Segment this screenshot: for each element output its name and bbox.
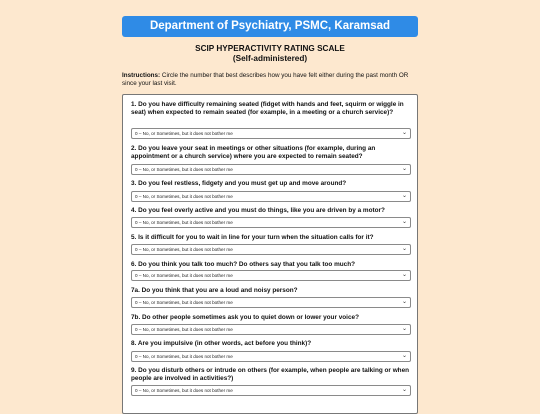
answer-select-5[interactable] (131, 244, 411, 255)
chevron-down-icon: ⌄ (401, 272, 407, 278)
answer-select-8-value: 0 – No, or Sometimes, but it does not bother me (135, 354, 233, 359)
answer-select-9[interactable] (131, 385, 411, 396)
chevron-down-icon: ⌄ (401, 246, 407, 252)
department-banner: Department of Psychiatry, PSMC, Karamsad (122, 16, 418, 37)
answer-select-5-value: 0 – No, or Sometimes, but it does not bother me (135, 247, 233, 252)
answer-select-3-value: 0 – No, or Sometimes, but it does not bother me (135, 194, 233, 199)
question-7a: 7a. Do you think that you are a loud and noisy person? (131, 287, 298, 294)
answer-select-7a[interactable] (131, 297, 411, 308)
answer-select-9-value: 0 – No, or Sometimes, but it does not bother me (135, 388, 233, 393)
answer-select-6-value: 0 – No, or Sometimes, but it does not bother me (135, 273, 233, 278)
chevron-down-icon: ⌄ (401, 130, 407, 136)
chevron-down-icon: ⌄ (401, 387, 407, 393)
questionnaire-form (122, 94, 418, 414)
question-4: 4. Do you feel overly active and you must do things, like you are driven by a motor? (131, 207, 385, 214)
answer-select-8[interactable] (131, 351, 411, 362)
chevron-down-icon: ⌄ (401, 193, 407, 199)
question-2: 2. Do you leave your seat in meetings or other situations (for example, during an appointment or a church service) where you are expected to remain seated? (131, 145, 376, 160)
chevron-down-icon: ⌄ (401, 219, 407, 225)
page-title: SCIP HYPERACTIVITY RATING SCALE (195, 44, 345, 53)
answer-select-7a-value: 0 – No, or Sometimes, but it does not bother me (135, 300, 233, 305)
question-7b: 7b. Do other people sometimes ask you to quiet down or lower your voice? (131, 314, 359, 321)
answer-select-4[interactable] (131, 217, 411, 228)
answer-select-4-value: 0 – No, or Sometimes, but it does not bother me (135, 220, 233, 225)
instructions-label: Instructions: (122, 72, 161, 79)
instructions-text: Circle the number that best describes how you have felt either during the past month OR since your last visit. (122, 72, 409, 88)
chevron-down-icon: ⌄ (401, 353, 407, 359)
answer-select-2[interactable] (131, 164, 411, 175)
answer-select-3[interactable] (131, 191, 411, 202)
question-9: 9. Do you disturb others or intrude on others (for example, when people are talking or when people are involved in activities?) (131, 367, 410, 382)
instructions (122, 72, 422, 89)
answer-select-6[interactable] (131, 270, 411, 281)
question-8: 8. Are you impulsive (in other words, act before you think)? (131, 340, 312, 347)
answer-select-7b[interactable] (131, 324, 411, 335)
page-subtitle: (Self-administered) (232, 54, 308, 63)
question-1: 1. Do you have difficulty remaining seated (fidget with hands and feet, squirm or wiggle in seat) when expected to remain seated (for example, in a meeting or a church service)? (131, 101, 404, 116)
answer-select-1-value: 0 – No, or Sometimes, but it does not bother me (135, 131, 233, 136)
answer-select-1[interactable] (131, 128, 411, 139)
question-3: 3. Do you feel restless, fidgety and you must get up and move around? (131, 180, 347, 187)
question-6: 6. Do you think you talk too much? Do others say that you talk too much? (131, 261, 356, 268)
chevron-down-icon: ⌄ (401, 326, 407, 332)
answer-select-2-value: 0 – No, or Sometimes, but it does not bother me (135, 167, 233, 172)
answer-select-7b-value: 0 – No, or Sometimes, but it does not bother me (135, 327, 233, 332)
chevron-down-icon: ⌄ (401, 299, 407, 305)
chevron-down-icon: ⌄ (401, 166, 407, 172)
question-5: 5. Is it difficult for you to wait in line for your turn when the situation calls for it? (131, 234, 374, 241)
